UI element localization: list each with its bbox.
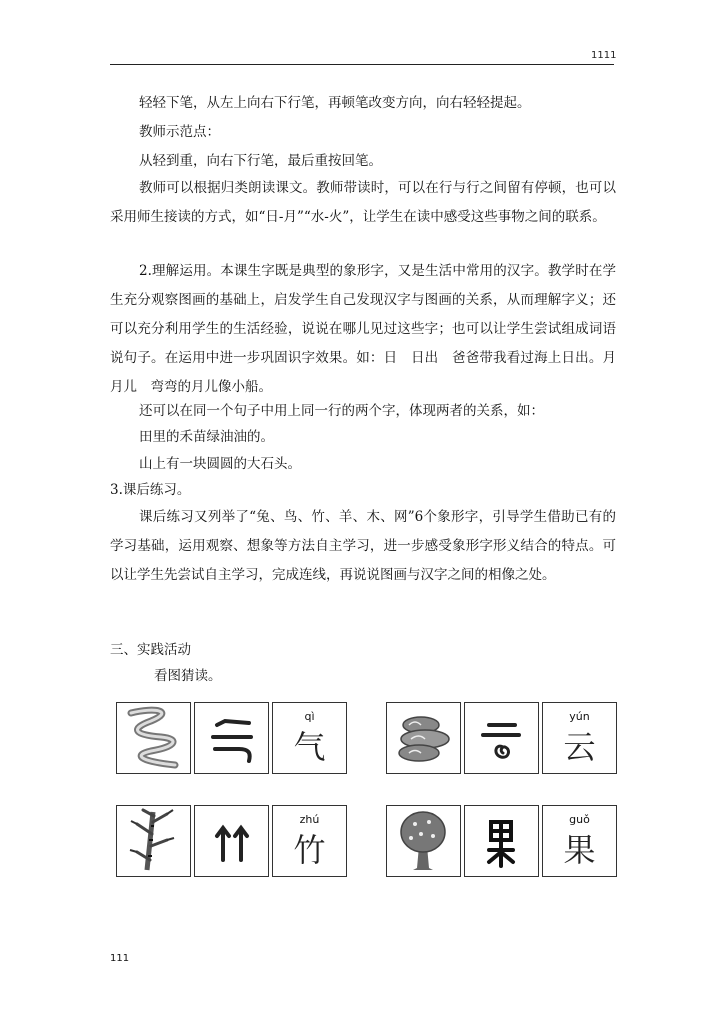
- card-group-zhu: [116, 805, 347, 877]
- paragraph-3: 从轻到重，向右下行笔，最后重按回笔。: [139, 153, 382, 169]
- paragraph-4: 教师可以根据归类朗读课文。教师带读时，可以在行与行之间留有停顿，也可以采用师生接读的方式，如“日-月”“水-火”，让学生在读中感受这些事物之间的联系。: [110, 180, 616, 225]
- footer-page-number: 111: [110, 953, 130, 964]
- vapor-picture-icon: [117, 703, 189, 772]
- paragraph-2: 教师示范点：: [139, 124, 220, 140]
- header-rule: [110, 64, 614, 65]
- paragraph-1: 轻轻下笔，从左上向右下行笔，再顿笔改变方向，向右轻轻提起。: [139, 95, 531, 111]
- paragraph-6: 还可以在同一个句子中用上同一行的两个字，体现两者的关系，如：: [139, 403, 544, 419]
- ancient-script-box-qi: [194, 702, 269, 774]
- pinyin-qi: qì: [304, 710, 315, 723]
- character-qi: 气: [293, 728, 326, 766]
- section-instruction: 看图猜读。: [154, 668, 222, 684]
- pinyin-yun: yún: [569, 710, 590, 723]
- card-group-yun: [386, 702, 617, 774]
- ancient-qi-glyph-icon: [195, 703, 267, 772]
- character-box-zhu: [272, 805, 347, 877]
- character-guo: 果: [563, 831, 596, 869]
- section-heading: 三、实践活动: [110, 642, 191, 658]
- paragraph-10: 课后练习又列举了“兔、鸟、竹、羊、木、网”6个象形字，引导学生借助已有的学习基础，运用观察、想象等方法自主学习，进一步感受象形字形义结合的特点。可以让学生先尝试自主学习，完成连线，再说说图画与汉字之间的相像之处。: [110, 509, 616, 583]
- card-group-qi: [116, 702, 347, 774]
- cloud-picture-icon: [387, 703, 459, 772]
- paragraph-7: 田里的禾苗绿油油的。: [139, 429, 274, 445]
- header-page-number: 1111: [591, 50, 617, 61]
- ancient-script-box-yun: [464, 702, 539, 774]
- ancient-guo-glyph-icon: [465, 806, 537, 875]
- paragraph-8: 山上有一块圆圆的大石头。: [139, 456, 301, 472]
- character-zhu: 竹: [293, 831, 326, 869]
- paragraph-5: 2.理解运用。本课生字既是典型的象形字，又是生活中常用的汉字。教学时在学生充分观察图画的基础上，启发学生自己发现汉字与图画的关系，从而理解字义；还可以充分利用学生的生活经验，说说在哪儿见过这些字；也可以让学生尝试组成词语说句子。在运用中进一步巩固识字效果。如：日 日出 爸爸带我看过海上日出。月 月儿 弯弯的月儿像小船。: [110, 263, 630, 395]
- character-box-qi: [272, 702, 347, 774]
- card-group-guo: [386, 805, 617, 877]
- ancient-script-box-zhu: [194, 805, 269, 877]
- picture-box-vapor: [116, 702, 191, 774]
- ancient-yun-glyph-icon: [465, 703, 537, 772]
- picture-box-cloud: [386, 702, 461, 774]
- picture-box-bamboo: [116, 805, 191, 877]
- character-box-yun: [542, 702, 617, 774]
- character-yun: 云: [563, 728, 596, 766]
- pinyin-guo: guǒ: [569, 813, 590, 826]
- ancient-script-box-guo: [464, 805, 539, 877]
- fruit-tree-picture-icon: [387, 806, 459, 875]
- picture-box-fruit-tree: [386, 805, 461, 877]
- bamboo-picture-icon: [117, 806, 189, 875]
- character-box-guo: [542, 805, 617, 877]
- ancient-zhu-glyph-icon: [195, 806, 267, 875]
- paragraph-9: 3.课后练习。: [110, 482, 191, 498]
- pinyin-zhu: zhú: [299, 813, 320, 826]
